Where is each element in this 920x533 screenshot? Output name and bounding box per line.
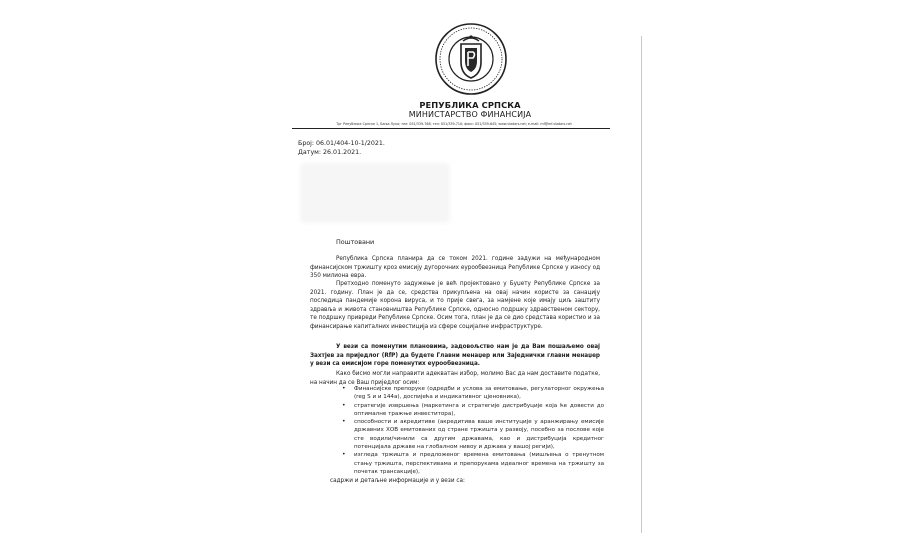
- closing-line: садржи и детаљне информације и у вези са:: [330, 478, 465, 484]
- list-item: • изгледа тржишта и предложеног времена емитовања (мишљења о тренутном стању тржишта, перспективама и препорукама идеалног времена на тржишту за почетак трансакције),: [342, 451, 604, 475]
- organization-name: РЕПУБЛИКА СРПСКА: [419, 100, 521, 110]
- coat-of-arms-seal: [434, 22, 508, 96]
- paragraph-instructions: Како бисмо могли направити адекватан избор, молимо Вас да нам доставите податке, на начин да се Ваш приједлог осим:: [310, 371, 600, 386]
- ministry-name: МИНИСТАРСТВО ФИНАНСИЈА: [408, 110, 532, 119]
- bullet-icon: •: [342, 418, 346, 426]
- header-divider: [292, 128, 610, 129]
- list-item: • Финансијске препоруке (одредби и услова за емитовање, регулаторног окружења (reg S и и 144a), доспијећа и индикативног цјеновника),: [342, 385, 604, 401]
- reference-date: Датум: 26.01.2021.: [298, 149, 362, 156]
- bullet-icon: •: [342, 401, 346, 409]
- contact-address-line: Трг Републике Српске 1, Бања Лука; тел: 051/339-768; тел: 051/339-710; факс: 051/339-645; www.vladars.net; e-mail: mf@mf.vladars.net: [336, 122, 572, 126]
- reference-number: Број: 06.01/404-10-1/2021.: [298, 140, 385, 147]
- page-edge-line: [641, 36, 642, 533]
- list-item: • стратегије извршења (маркетинга и стратегије дистрибуције која ће довести до оптималне тражње инвеститора),: [342, 401, 604, 417]
- salutation: Поштовани: [336, 238, 375, 246]
- redacted-recipient-block: [300, 163, 450, 223]
- bullet-icon: •: [342, 385, 346, 392]
- paragraph-budget: Претходно поменуто задужење је већ пројектовано у Буџету Републике Српске за 2021. годину. План је да се, средства прикупљена на овај начин користе за санацију последица пандемије корона вируса, и то прије свега, за намјене које имају циљ заштиту здравља и живота становништва Републике Српске, односно подршку здравственом сектору, те подршку привреди Републике Српске. Осим тога, план је да се дио средстава користио и за финансирање капиталних инвестиција из сфере социјалне инфраструктуре.: [310, 281, 600, 330]
- bullet-icon: •: [342, 451, 346, 459]
- requirements-list: [342, 385, 604, 476]
- paragraph-intro: Република Српска планира да се током 2021. године задужи на међународном финансијском тржишту кроз емисију дугорочних еурообвезница Републике Српске у износу од 350 милиона евра.: [310, 256, 600, 280]
- paragraph-request: У вези са поменутим плановима, задовољство нам је да Вам пошаљемо овај Захтјев за приједлог (RfP) да будете Главни менаџер или Заједнички главни менаџер у вези са емисијом горе поменутих еурообвезница.: [310, 344, 600, 368]
- list-item: • способности и акредитиве (акредитива ваше институције у аранжирању емисије државних ХОВ емитованих од стране тржишта у развоју, посебно за послове које сте водили/чинили са другим државама, као и дистрибуција кредитног потенцијала државе на глобалном нивоу и држава у вашој регији),: [342, 418, 604, 451]
